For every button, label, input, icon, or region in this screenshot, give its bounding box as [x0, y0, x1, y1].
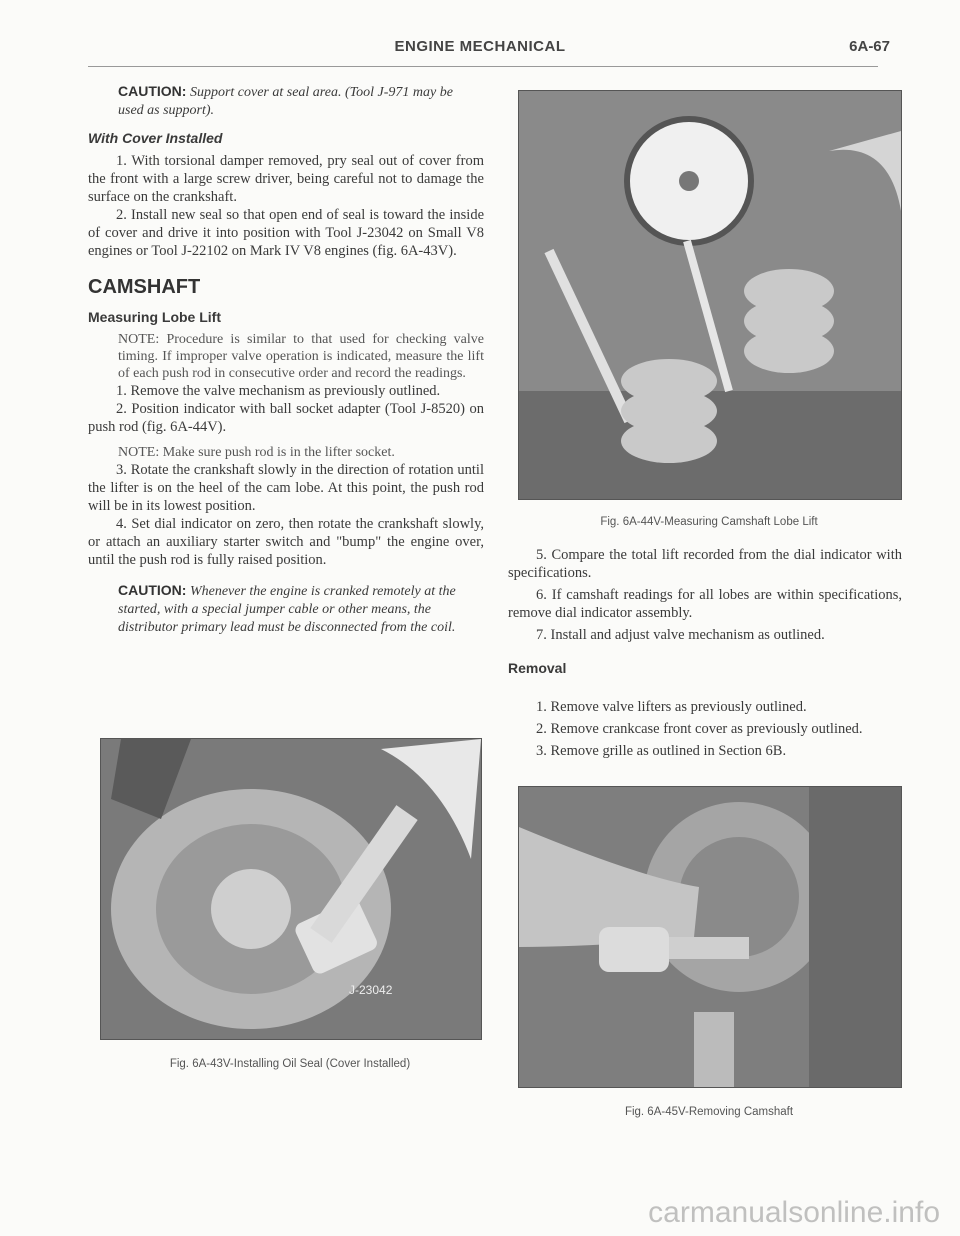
figure-caption: Fig. 6A-44V-Measuring Camshaft Lobe Lift	[600, 516, 818, 528]
caution-label: CAUTION:	[118, 582, 187, 598]
lobe-step-2: 2. Position indicator with ball socket adapter (Tool J-8520) on push rod (fig. 6A-44V).	[88, 401, 484, 435]
camshaft-removal-photo	[519, 787, 901, 1087]
removal-step-3: 3. Remove grille as outlined in Section 6B.	[536, 743, 787, 759]
oil-seal-photo	[101, 739, 481, 1039]
watermark: carmanualsonline.info	[648, 1196, 940, 1229]
running-header: ENGINE MECHANICAL	[394, 38, 566, 55]
caution-text: Whenever the engine is cranked remotely at the started, with a special jumper cable or other means, the distributor primary lead must be disconnected from the coil.	[118, 584, 456, 635]
caution-text: Support cover at seal area. (Tool J-971 may be used as support).	[118, 85, 453, 118]
lobe-step-5: 5. Compare the total lift recorded from the dial indicator with specifications.	[508, 547, 902, 581]
dial-indicator-photo	[519, 91, 901, 499]
removal-step-2: 2. Remove crankcase front cover as previously outlined.	[536, 721, 863, 737]
page-number: 6A-67	[849, 38, 890, 55]
lobe-step-6: 6. If camshaft readings for all lobes are within specifications, remove dial indicator assembly.	[508, 587, 902, 621]
removal-heading: Removal	[508, 660, 567, 676]
lobe-step-4: 4. Set dial indicator on zero, then rotate the crankshaft slowly, or attach an auxiliary starter switch and "bump" the engine over, until the push rod is fully raised position.	[88, 516, 484, 568]
with-cover-step-1: 1. With torsional damper removed, pry seal out of cover from the front with a large screw driver, being careful not to damage the surface on the crankshaft.	[88, 153, 484, 205]
caution-label: CAUTION:	[118, 83, 187, 99]
measuring-lobe-lift-heading: Measuring Lobe Lift	[88, 309, 221, 325]
note-push-rod: NOTE: Make sure push rod is in the lifter socket.	[118, 445, 395, 460]
lobe-step-1: 1. Remove the valve mechanism as previously outlined.	[116, 383, 441, 399]
caution-cranking	[118, 581, 474, 637]
note-procedure: NOTE: Procedure is similar to that used for checking valve timing. If improper valve operation is indicated, measure the lift of each push rod in consecutive order and record the readings.	[118, 332, 484, 381]
figure-caption: Fig. 6A-45V-Removing Camshaft	[624, 1106, 794, 1118]
caution-support-cover	[118, 82, 474, 120]
figure-measuring-lobe-lift	[518, 90, 902, 500]
figure-caption: Fig. 6A-43V-Installing Oil Seal (Cover Installed)	[169, 1058, 411, 1070]
removal-step-1: 1. Remove valve lifters as previously outlined.	[536, 699, 807, 715]
figure-removing-camshaft	[518, 786, 902, 1088]
figure-installing-oil-seal	[100, 738, 482, 1040]
with-cover-step-2: 2. Install new seal so that open end of seal is toward the inside of cover and drive it into position with Tool J-23042 on Small V8 engines or Tool J-22102 on Mark IV V8 engines (fig. 6A-43V).	[88, 207, 484, 259]
left-column	[88, 82, 484, 637]
with-cover-installed-heading: With Cover Installed	[88, 130, 223, 146]
right-column	[508, 546, 902, 760]
header-rule	[88, 66, 878, 67]
lobe-step-3: 3. Rotate the crankshaft slowly in the direction of rotation until the lifter is on the heel of the cam lobe. At this point, the push rod will be in its lowest position.	[88, 462, 484, 514]
lobe-step-7: 7. Install and adjust valve mechanism as outlined.	[536, 627, 825, 643]
tool-callout: J-23042	[349, 983, 393, 997]
camshaft-section-title: CAMSHAFT	[88, 276, 201, 298]
